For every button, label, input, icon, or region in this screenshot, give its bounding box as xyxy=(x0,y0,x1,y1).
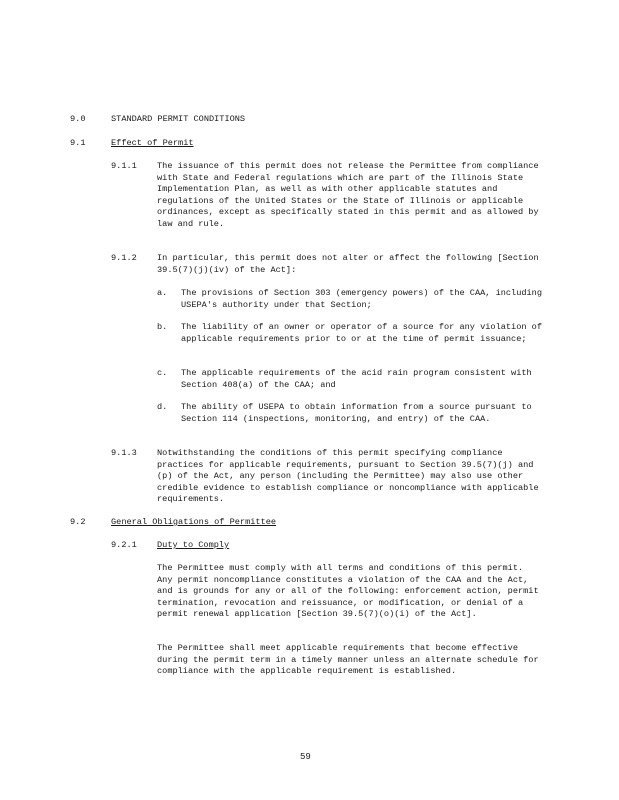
section-title-9-1: Effect of Permit xyxy=(111,138,194,148)
subsection-title-9-2-1: Duty to Comply xyxy=(157,540,230,550)
section-number-9-0: 9.0 xyxy=(70,114,86,124)
duty-to-comply-paragraph-2: The Permittee shall meet applicable requirements that become effective during the permit term in a timely manner unless an alternate schedule for compliance with the applicable requirement is established. xyxy=(157,643,539,677)
list-item-letter-a: a. xyxy=(157,288,168,298)
subsection-text-9-1-3: Notwithstanding the conditions of this permit specifying compliance practices for applicable requirements, pursuant to Section 39.5(7)(j) and (p) of the Act, any person (including the Permittee) may also use other credible evidence to establish compliance or noncompliance with applicable requirements. xyxy=(157,448,539,505)
section-number-9-1: 9.1 xyxy=(70,138,86,148)
page-number: 59 xyxy=(300,752,311,762)
duty-to-comply-paragraph-1: The Permittee must comply with all terms and conditions of this permit. Any permit noncompliance constitutes a violation of the CAA and the Act, and is grounds for any or all of the following: enforcement action, permit termination, revocation and reissuance, or modification, or denial of a permit renewal application [Section 39.5(7)(o)(i) of the Act]. xyxy=(157,563,539,620)
subsection-number-9-1-3: 9.1.3 xyxy=(111,448,137,458)
list-item-letter-d: d. xyxy=(157,402,168,412)
list-item-text-d: The ability of USEPA to obtain information from a source pursuant to Section 114 (inspections, monitoring, and entry) of the CAA. xyxy=(181,402,532,424)
subsection-text-9-1-1: The issuance of this permit does not release the Permittee from compliance with State and Federal regulations which are part of the Illinois State Implementation Plan, as well as with other applicable statutes and regulations of the United States or the State of Illinois or applicable ordinances, except as specifically stated in this permit and as allowed by law and rule. xyxy=(157,161,539,229)
subsection-number-9-1-1: 9.1.1 xyxy=(111,161,137,171)
list-item-text-b: The liability of an owner or operator of a source for any violation of applicable requirements prior to or at the time of permit issuance; xyxy=(181,322,542,344)
section-number-9-2: 9.2 xyxy=(70,517,86,527)
subsection-number-9-1-2: 9.1.2 xyxy=(111,253,137,263)
list-item-text-a: The provisions of Section 303 (emergency powers) of the CAA, including USEPA's authority under that Section; xyxy=(181,288,542,310)
list-item-text-c: The applicable requirements of the acid rain program consistent with Section 408(a) of the CAA; and xyxy=(181,368,532,390)
section-title-9-0: STANDARD PERMIT CONDITIONS xyxy=(111,114,246,124)
subsection-text-9-1-2: In particular, this permit does not alter or affect the following [Section 39.5(7)(j)(iv) of the Act]: xyxy=(157,253,539,275)
list-item-letter-c: c. xyxy=(157,368,168,378)
list-item-letter-b: b. xyxy=(157,322,168,332)
section-title-9-2: General Obligations of Permittee xyxy=(111,517,277,527)
subsection-number-9-2-1: 9.2.1 xyxy=(111,540,137,550)
